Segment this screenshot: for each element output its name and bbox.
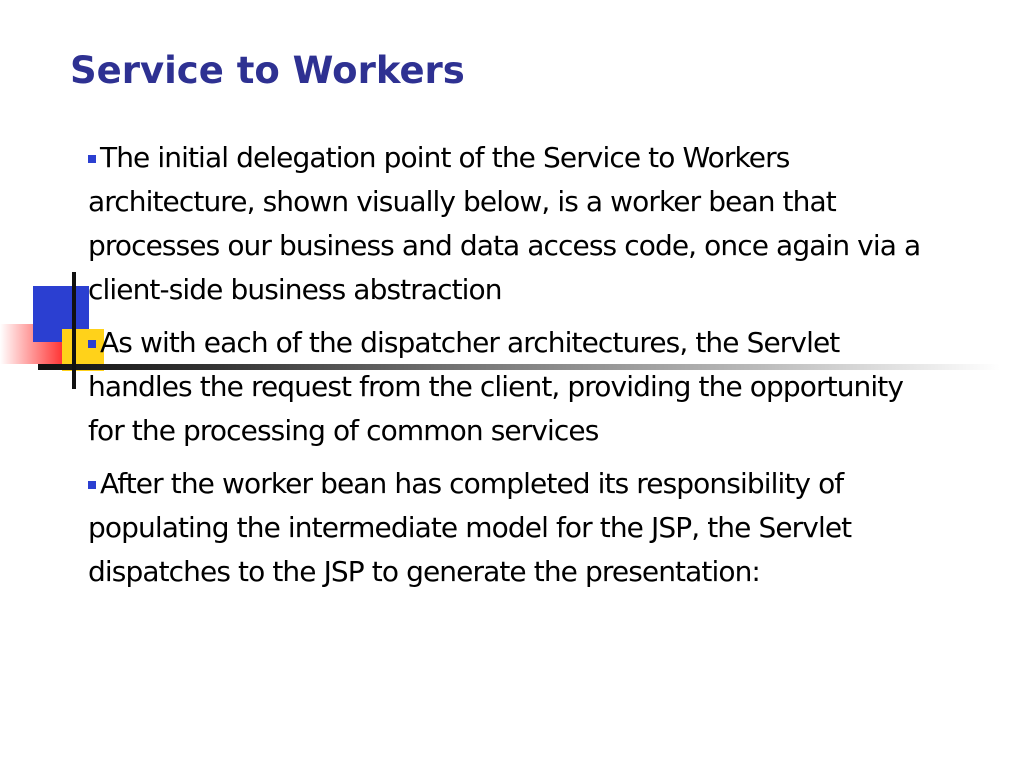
bullet-item [88,136,938,312]
bullet-square-icon [88,155,96,163]
bullet-item [88,321,938,453]
bullet-text: As with each of the dispatcher architectures, the Servlet handles the request from the client, providing the opportunity for the processing of common services [88,326,904,447]
bullet-item [88,462,938,594]
bullet-square-icon [88,481,96,489]
bullet-list [88,136,938,603]
bullet-text: The initial delegation point of the Service to Workers architecture, shown visually below, is a worker bean that processes our business and data access code, once again via a client-side business abstraction [88,141,921,306]
slide-title: Service to Workers [70,49,465,92]
bullet-square-icon [88,340,96,348]
bullet-text: After the worker bean has completed its responsibility of populating the intermediate model for the JSP, the Servlet dispatches to the JSP to generate the presentation: [88,467,852,588]
decorative-vertical-rule [72,272,76,389]
